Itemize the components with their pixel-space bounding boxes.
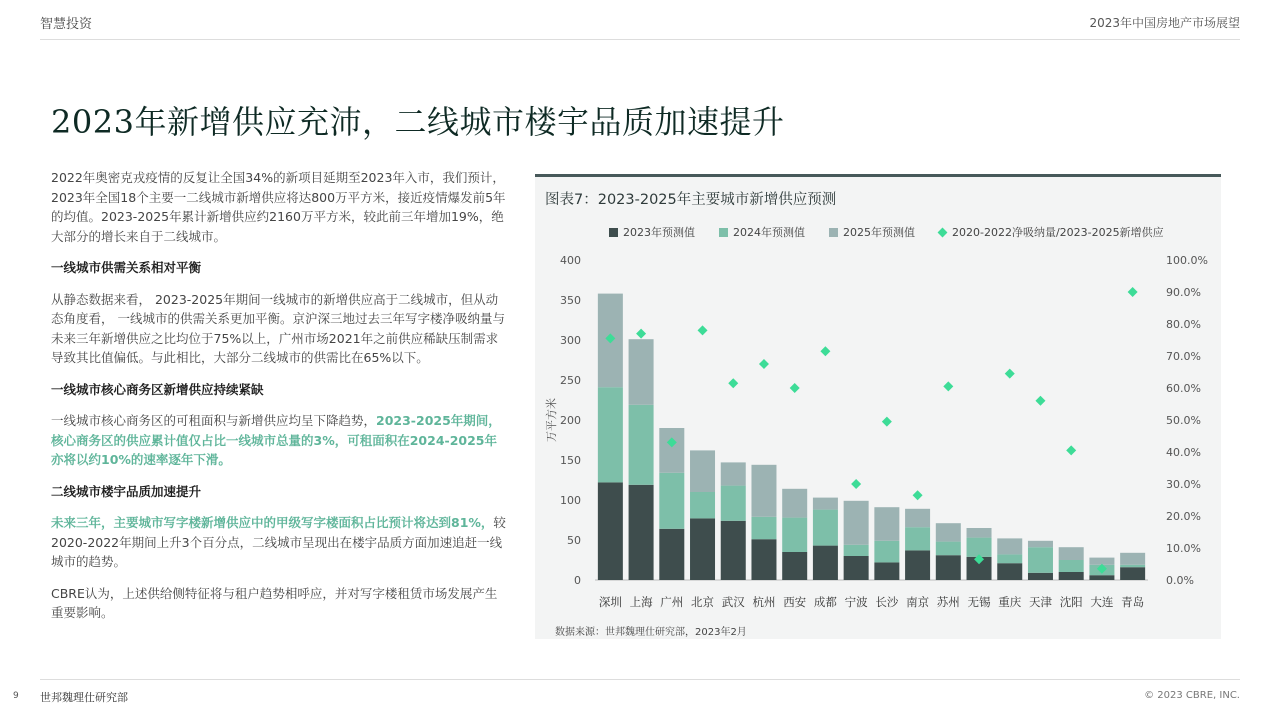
ratio-point [636,329,646,339]
bar-2023 [1089,575,1114,580]
bar-2024 [598,387,623,482]
bar-2023 [629,485,654,580]
ratio-point [851,479,861,489]
y-tick-label: 400 [560,254,581,267]
bar-2023 [659,529,684,580]
ratio-point [1128,287,1138,297]
bar-2024 [905,527,930,550]
ratio-point [913,490,923,500]
ratio-point [1066,445,1076,455]
bar-2023 [690,518,715,580]
legend-label-ratio: 2020-2022净吸纳量/2023-2025新增供应 [952,226,1164,239]
ratio-point [790,383,800,393]
y-tick-label: 350 [560,294,581,307]
ratio-point [759,359,769,369]
ratio-point [1035,396,1045,406]
legend-label-2024: 2024年预测值 [733,226,805,239]
bar-2025 [905,509,930,527]
bar-2023 [1028,573,1053,580]
bar-2023 [844,556,869,580]
y-tick-label: 200 [560,414,581,427]
bar-2024 [1059,560,1084,572]
y-tick-label: 300 [560,334,581,347]
x-tick-label: 成都 [813,595,837,609]
y2-tick-label: 50.0% [1166,414,1201,427]
paragraph-3-highlight: 2023-2025年期间，核心商务区的供应累计值仅占比一线城市总量的3%，可租面积在2024-2025年亦将以约10%的速率逐年下滑。 [51,413,501,467]
bar-2025 [967,528,992,538]
y2-tick-label: 80.0% [1166,318,1201,331]
y-tick-label: 150 [560,454,581,467]
y2-tick-label: 0.0% [1166,574,1194,587]
bar-2025 [1120,553,1145,565]
bar-2023 [874,562,899,580]
y-tick-label: 250 [560,374,581,387]
bar-2025 [844,501,869,545]
bar-2024 [629,405,654,485]
x-tick-label: 杭州 [752,595,776,609]
bar-2025 [721,462,746,485]
bar-2023 [813,546,838,580]
paragraph-3-text: 一线城市核心商务区的可租面积与新增供应均呈下降趋势， [51,413,377,428]
bar-2025 [1059,547,1084,560]
bar-2023 [598,482,623,580]
y2-tick-label: 40.0% [1166,446,1201,459]
bar-2024 [751,517,776,539]
ratio-point [943,381,953,391]
x-tick-label: 苏州 [936,595,960,609]
x-tick-label: 长沙 [875,595,899,609]
bar-2024 [690,492,715,518]
paragraph-4-text: 较2020-2022年期间上升3个百分点，二线城市呈现出在楼宇品质方面加速追赶一线城市的趋势。 [51,515,506,569]
bar-2025 [997,538,1022,554]
y-tick-label: 100 [560,494,581,507]
bar-2023 [1120,567,1145,580]
x-tick-label: 重庆 [998,595,1022,609]
bar-2023 [905,550,930,580]
bar-2025 [751,465,776,517]
chart-source: 数据来源：世邦魏理仕研究部，2023年2月 [555,627,747,638]
bar-2024 [721,486,746,521]
bar-2025 [1028,541,1053,547]
bar-2024 [844,545,869,556]
bar-2024 [967,538,992,557]
ratio-point [728,378,738,388]
bar-2025 [659,428,684,473]
paragraph-4-highlight: 未来三年，主要城市写字楼新增供应中的甲级写字楼面积占比预计将达到81%， [51,515,494,530]
x-tick-label: 西安 [783,595,807,609]
bar-2023 [721,521,746,580]
bar-2025 [690,450,715,492]
x-tick-label: 大连 [1090,595,1114,609]
bar-2025 [813,498,838,510]
x-tick-label: 青岛 [1121,595,1145,609]
bar-2025 [1089,558,1114,565]
x-tick-label: 武汉 [721,595,745,609]
y2-tick-label: 30.0% [1166,478,1201,491]
section-heading-1: 一线城市供需关系相对平衡 [51,260,202,275]
intro-paragraph: 2022年奥密克戎疫情的反复让全国34%的新项目延期至2023年入市，我们预计，2023年全国18个主要一二线城市新增供应将达800万平方米，接近疫情爆发前5年的均值。2023-2025年累计新增供应约2160万平方米，较此前三年增加19%，绝大部分的增长来自于二线城市。 [51,170,506,244]
ratio-point [820,346,830,356]
bar-2023 [936,555,961,580]
y2-tick-label: 20.0% [1166,510,1201,523]
brand-label: 智慧投资 [40,17,93,32]
y2-tick-label: 70.0% [1166,350,1201,363]
paragraph-2: 从静态数据来看， 2023-2025年期间一线城市的新增供应高于二线城市，但从动态角度看， 一线城市的供需关系更加平衡。京沪深三地过去三年写字楼净吸纳量与未来三年新增供应之比均位于75%以上，广州市场2021年之前供应稀缺压制需求导致其比值偏低。与此相比，大部分二线城市的供需比在65%以下。 [51,291,505,365]
y-tick-label: 50 [567,534,581,547]
bar-2024 [1120,565,1145,567]
y2-tick-label: 90.0% [1166,286,1201,299]
legend-label-2023: 2023年预测值 [623,226,695,239]
y2-tick-label: 60.0% [1166,382,1201,395]
bar-2024 [936,542,961,556]
paragraph-4 [51,513,506,572]
x-tick-label: 宁波 [844,595,868,609]
y2-tick-label: 100.0% [1166,254,1208,267]
x-tick-label: 天津 [1028,595,1052,609]
bar-2024 [874,541,899,563]
y2-tick-label: 10.0% [1166,542,1201,555]
bar-2025 [629,339,654,405]
page-number: 9 [13,691,19,701]
y-tick-label: 0 [574,574,581,587]
bar-2023 [782,552,807,580]
body-text [51,168,506,635]
page-title: 2023年新增供应充沛，二线城市楼宇品质加速提升 [51,103,785,141]
x-tick-label: 南京 [906,595,930,609]
chart-plot [535,177,1221,617]
x-tick-label: 上海 [629,595,653,609]
footer-copyright: © 2023 CBRE, INC. [1144,690,1240,701]
bar-2024 [659,473,684,529]
x-tick-label: 北京 [691,595,715,609]
x-tick-label: 沈阳 [1059,595,1083,609]
ratio-point [698,325,708,335]
bar-2023 [1059,572,1084,580]
chart-panel [535,174,1221,639]
bar-2024 [1028,547,1053,573]
bar-2023 [997,563,1022,580]
bar-2024 [997,554,1022,563]
report-title: 2023年中国房地产市场展望 [1089,16,1240,30]
y-axis-label: 万平方米 [545,398,558,442]
paragraph-5: CBRE认为，上述供给侧特征将与租户趋势相呼应，并对写字楼租赁市场发展产生重要影响。 [51,585,498,620]
legend-label-2025: 2025年预测值 [843,226,915,239]
header-divider [40,39,1240,40]
section-heading-2: 一线城市核心商务区新增供应持续紧缺 [51,381,264,397]
ratio-point [882,417,892,427]
bar-2025 [782,489,807,518]
bar-2025 [874,507,899,541]
footer-divider [40,679,1240,680]
ratio-point [1005,369,1015,379]
x-tick-label: 深圳 [598,595,622,609]
bar-2024 [782,518,807,552]
footer-department: 世邦魏理仕研究部 [40,691,128,704]
paragraph-3 [51,411,506,470]
section-heading-3: 二线城市楼宇品质加速提升 [51,483,202,499]
bar-2024 [813,510,838,546]
bar-2025 [936,523,961,541]
chart-title: 图表7：2023-2025年主要城市新增供应预测 [545,192,837,208]
x-tick-label: 广州 [660,595,684,609]
x-tick-label: 无锡 [967,595,991,609]
bar-2023 [751,539,776,580]
